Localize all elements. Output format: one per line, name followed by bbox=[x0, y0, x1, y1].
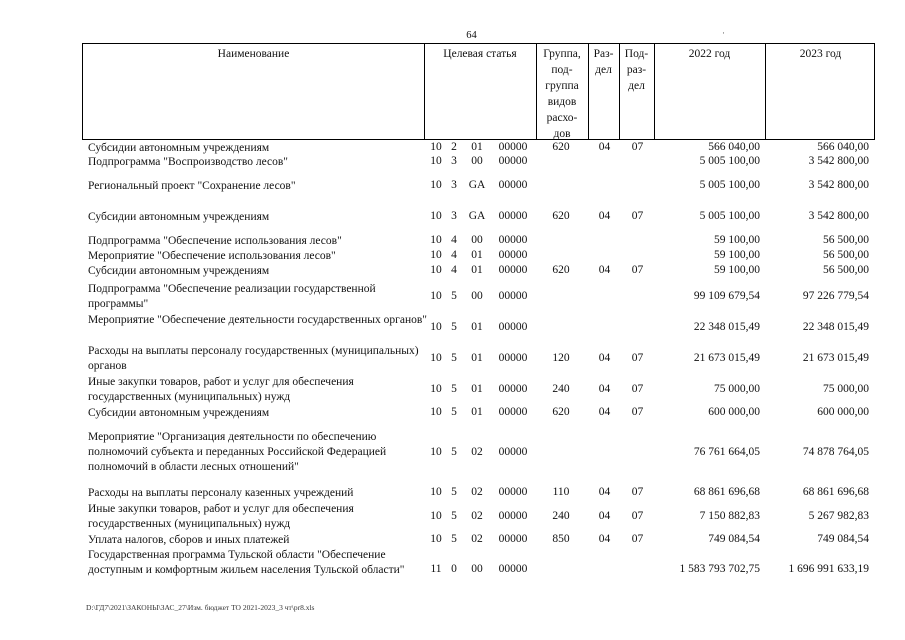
code-direction: 00000 bbox=[498, 486, 528, 498]
code-direction: 00000 bbox=[498, 264, 528, 276]
code-direction: 00000 bbox=[498, 352, 528, 364]
header-subsection: Под- раз- дел bbox=[624, 48, 649, 92]
amount-2022: 1 583 793 702,75 bbox=[679, 563, 760, 575]
expense-group-cell: 620 bbox=[552, 210, 570, 222]
section-cell: 04 bbox=[598, 486, 611, 498]
amount-2022: 59 100,00 bbox=[714, 249, 760, 261]
expense-group-cell: 240 bbox=[552, 510, 570, 522]
code-program: 10 bbox=[430, 290, 442, 302]
subsection-cell: 07 bbox=[631, 510, 644, 522]
amount-2022: 5 005 100,00 bbox=[699, 155, 760, 167]
code-program: 10 bbox=[430, 264, 442, 276]
amount-2022: 5 005 100,00 bbox=[699, 179, 760, 191]
code-subprogram: 5 bbox=[451, 446, 457, 458]
code-subprogram: 4 bbox=[451, 234, 457, 246]
amount-2023: 97 226 779,54 bbox=[802, 290, 869, 302]
amount-2022: 21 673 015,49 bbox=[693, 352, 760, 364]
amount-2023: 22 348 015,49 bbox=[802, 321, 869, 333]
row-name: Иные закупки товаров, работ и услуг для обеспечения государственных (муниципальных) нужд bbox=[88, 503, 354, 530]
code-program: 10 bbox=[430, 210, 442, 222]
header-expense-group: Группа, под- группа видов расхо- дов bbox=[543, 48, 581, 140]
code-event: 01 bbox=[471, 406, 483, 418]
section-cell: 04 bbox=[598, 533, 611, 545]
code-event: 00 bbox=[471, 563, 483, 575]
amount-2023: 56 500,00 bbox=[823, 264, 869, 276]
code-program: 10 bbox=[430, 179, 442, 191]
row-name: Уплата налогов, сборов и иных платежей bbox=[88, 534, 290, 546]
table-header bbox=[82, 43, 875, 140]
code-program: 10 bbox=[430, 321, 442, 333]
code-direction: 00000 bbox=[498, 406, 528, 418]
amount-2023: 56 500,00 bbox=[823, 249, 869, 261]
section-cell: 04 bbox=[598, 352, 611, 364]
section-cell: 04 bbox=[598, 383, 611, 395]
code-direction: 00000 bbox=[498, 179, 528, 191]
header-name: Наименование bbox=[217, 48, 290, 60]
code-event: 00 bbox=[471, 234, 483, 246]
code-event: 01 bbox=[471, 321, 483, 333]
amount-2023: 5 267 982,83 bbox=[808, 510, 869, 522]
page-number: 64 bbox=[466, 30, 477, 41]
code-event: 01 bbox=[471, 383, 483, 395]
code-direction: 00000 bbox=[498, 210, 528, 222]
code-subprogram: 3 bbox=[451, 179, 457, 191]
header-year-2022: 2022 год bbox=[688, 48, 731, 60]
amount-2023: 21 673 015,49 bbox=[802, 352, 869, 364]
code-event: GA bbox=[468, 210, 486, 222]
code-direction: 00000 bbox=[498, 141, 528, 153]
code-subprogram: 5 bbox=[451, 510, 457, 522]
subsection-cell: 07 bbox=[631, 352, 644, 364]
row-name: Субсидии автономным учреждениям bbox=[88, 142, 270, 154]
amount-2022: 5 005 100,00 bbox=[699, 210, 760, 222]
code-subprogram: 5 bbox=[451, 406, 457, 418]
row-name: Мероприятие "Организация деятельности по обеспечению полномочий субъекта и переданных Российской Федерацией полномочий в области лесных отношений" bbox=[88, 431, 387, 473]
amount-2023: 74 878 764,05 bbox=[802, 446, 869, 458]
expense-group-cell: 620 bbox=[552, 264, 570, 276]
code-program: 10 bbox=[430, 155, 442, 167]
section-cell: 04 bbox=[598, 210, 611, 222]
amount-2022: 59 100,00 bbox=[714, 234, 760, 246]
header-section: Раз- дел bbox=[593, 48, 614, 76]
code-direction: 00000 bbox=[498, 446, 528, 458]
expense-group-cell: 850 bbox=[552, 533, 570, 545]
code-event: 01 bbox=[471, 249, 483, 261]
subsection-cell: 07 bbox=[631, 141, 644, 153]
code-direction: 00000 bbox=[498, 155, 528, 167]
amount-2023: 68 861 696,68 bbox=[802, 486, 869, 498]
expense-group-cell: 620 bbox=[552, 141, 570, 153]
section-cell: 04 bbox=[598, 141, 611, 153]
amount-2023: 75 000,00 bbox=[823, 383, 869, 395]
subsection-cell: 07 bbox=[631, 406, 644, 418]
section-cell: 04 bbox=[598, 510, 611, 522]
amount-2022: 68 861 696,68 bbox=[693, 486, 760, 498]
amount-2022: 600 000,00 bbox=[708, 406, 760, 418]
subsection-cell: 07 bbox=[631, 383, 644, 395]
code-event: 02 bbox=[471, 486, 483, 498]
amount-2023: 3 542 800,00 bbox=[808, 210, 869, 222]
expense-group-cell: 110 bbox=[552, 486, 570, 498]
code-subprogram: 5 bbox=[451, 290, 457, 302]
row-name: Расходы на выплаты персоналу государственных (муниципальных) органов bbox=[88, 345, 419, 372]
code-event: GA bbox=[468, 179, 486, 191]
amount-2022: 566 040,00 bbox=[708, 141, 760, 153]
header-year-2023: 2023 год bbox=[799, 48, 842, 60]
code-direction: 00000 bbox=[498, 290, 528, 302]
code-direction: 00000 bbox=[498, 533, 528, 545]
code-program: 10 bbox=[430, 533, 442, 545]
code-direction: 00000 bbox=[498, 234, 528, 246]
code-program: 10 bbox=[430, 352, 442, 364]
corner-mark: · bbox=[722, 28, 725, 38]
row-name: Иные закупки товаров, работ и услуг для обеспечения государственных (муниципальных) нужд bbox=[88, 376, 354, 403]
code-subprogram: 5 bbox=[451, 533, 457, 545]
row-name: Мероприятие "Обеспечение деятельности государственных органов" bbox=[88, 314, 427, 326]
code-program: 10 bbox=[430, 141, 442, 153]
code-event: 01 bbox=[471, 352, 483, 364]
amount-2023: 3 542 800,00 bbox=[808, 155, 869, 167]
amount-2023: 749 084,54 bbox=[817, 533, 869, 545]
section-cell: 04 bbox=[598, 406, 611, 418]
subsection-cell: 07 bbox=[631, 486, 644, 498]
code-program: 10 bbox=[430, 234, 442, 246]
amount-2023: 600 000,00 bbox=[817, 406, 869, 418]
code-program: 10 bbox=[430, 446, 442, 458]
code-direction: 00000 bbox=[498, 510, 528, 522]
code-subprogram: 3 bbox=[451, 210, 457, 222]
subsection-cell: 07 bbox=[631, 533, 644, 545]
expense-group-cell: 240 bbox=[552, 383, 570, 395]
amount-2023: 3 542 800,00 bbox=[808, 179, 869, 191]
section-cell: 04 bbox=[598, 264, 611, 276]
row-name: Расходы на выплаты персоналу казенных учреждений bbox=[88, 487, 354, 499]
code-event: 02 bbox=[471, 533, 483, 545]
code-subprogram: 5 bbox=[451, 486, 457, 498]
row-name: Региональный проект "Сохранение лесов" bbox=[88, 180, 296, 192]
code-subprogram: 5 bbox=[451, 383, 457, 395]
row-name: Субсидии автономным учреждениям bbox=[88, 211, 270, 223]
code-direction: 00000 bbox=[498, 383, 528, 395]
code-event: 00 bbox=[471, 155, 483, 167]
code-program: 10 bbox=[430, 510, 442, 522]
code-program: 10 bbox=[430, 249, 442, 261]
code-program: 10 bbox=[430, 486, 442, 498]
amount-2022: 76 761 664,05 bbox=[693, 446, 760, 458]
row-name: Мероприятие "Обеспечение использования лесов" bbox=[88, 250, 336, 262]
code-direction: 00000 bbox=[498, 563, 528, 575]
row-name: Подпрограмма "Обеспечение использования лесов" bbox=[88, 235, 342, 247]
row-name: Подпрограмма "Обеспечение реализации государственной программы" bbox=[88, 283, 376, 310]
amount-2022: 59 100,00 bbox=[714, 264, 760, 276]
code-subprogram: 0 bbox=[451, 563, 457, 575]
row-name: Субсидии автономным учреждениям bbox=[88, 407, 270, 419]
code-subprogram: 5 bbox=[451, 352, 457, 364]
amount-2022: 749 084,54 bbox=[708, 533, 760, 545]
expense-group-cell: 120 bbox=[552, 352, 570, 364]
footer-file-path: D:\ГД7\2021\ЗАКОНЫ\ЗАС_27\Изм. бюджет ТО 2021-2023_3 чт\pr8.xls bbox=[86, 603, 315, 612]
code-event: 02 bbox=[471, 446, 483, 458]
code-direction: 00000 bbox=[498, 249, 528, 261]
code-event: 02 bbox=[471, 510, 483, 522]
amount-2022: 75 000,00 bbox=[714, 383, 760, 395]
code-program: 11 bbox=[430, 563, 442, 575]
code-event: 01 bbox=[471, 264, 483, 276]
code-direction: 00000 bbox=[498, 321, 528, 333]
code-subprogram: 4 bbox=[451, 264, 457, 276]
row-name: Государственная программа Тульской области "Обеспечение доступным и комфортным жильем населения Тульской области" bbox=[88, 549, 405, 576]
row-name: Субсидии автономным учреждениям bbox=[88, 265, 270, 277]
code-event: 00 bbox=[471, 290, 483, 302]
amount-2022: 99 109 679,54 bbox=[693, 290, 760, 302]
code-subprogram: 5 bbox=[451, 321, 457, 333]
subsection-cell: 07 bbox=[631, 210, 644, 222]
code-subprogram: 2 bbox=[451, 141, 457, 153]
code-subprogram: 3 bbox=[451, 155, 457, 167]
subsection-cell: 07 bbox=[631, 264, 644, 276]
row-name: Подпрограмма "Воспроизводство лесов" bbox=[88, 156, 288, 168]
amount-2023: 1 696 991 633,19 bbox=[788, 563, 869, 575]
code-program: 10 bbox=[430, 406, 442, 418]
expense-group-cell: 620 bbox=[552, 406, 570, 418]
amount-2022: 7 150 882,83 bbox=[699, 510, 760, 522]
code-program: 10 bbox=[430, 383, 442, 395]
header-target-article: Целевая статья bbox=[443, 48, 517, 60]
code-subprogram: 4 bbox=[451, 249, 457, 261]
amount-2023: 56 500,00 bbox=[823, 234, 869, 246]
amount-2022: 22 348 015,49 bbox=[693, 321, 760, 333]
amount-2023: 566 040,00 bbox=[817, 141, 869, 153]
code-event: 01 bbox=[471, 141, 483, 153]
